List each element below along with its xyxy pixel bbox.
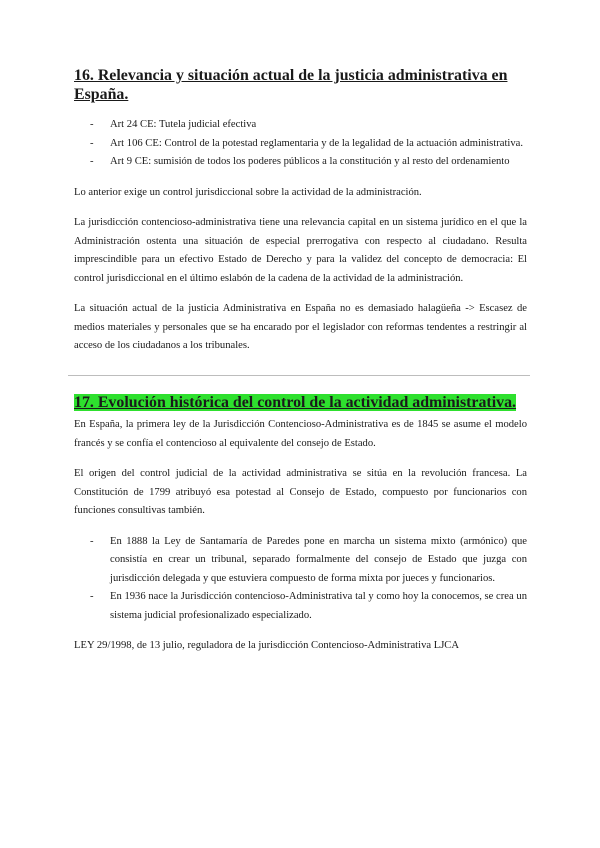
paragraph: El origen del control judicial de la actividad administrativa se sitúa en la revolución francesa. La Constitución de 1799 atribuyó esa potestad al Consejo de Estado, compuesto por funcionarios con funciones consultivas también. bbox=[74, 468, 527, 516]
list-item: - En 1888 la Ley de Santamaría de Paredes pone en marcha un sistema mixto (armónico) que consistía en crear un tribunal, separado formalmente del consejo de Estado que juzga con jurisdicción delegada y que estuviera compuesto de forma mixta por jueces y funcionarios. bbox=[110, 533, 527, 589]
document-page bbox=[74, 67, 527, 656]
section-17-heading bbox=[74, 394, 527, 413]
list-item: - Art 24 CE: Tutela judicial efectiva bbox=[110, 116, 527, 135]
list-item: - Art 9 CE: sumisión de todos los poderes públicos a la constitución y al resto del ordenamiento bbox=[110, 153, 527, 172]
paragraph: La situación actual de la justicia Administrativa en España no es demasiado halagüeña -> Escasez de medios materiales y personales que se ha encarado por el legislador con reformas tendentes a restringir al acceso de los ciudadanos a los tribunales. bbox=[74, 303, 527, 351]
list-item: - Art 106 CE: Control de la potestad reglamentaria y de la legalidad de la actuación administrativa. bbox=[110, 135, 527, 154]
section-16-bullet-list bbox=[74, 116, 527, 172]
closing-reference: LEY 29/1998, de 13 julio, reguladora de la jurisdicción Contencioso-Administrativa LJCA bbox=[74, 640, 460, 651]
paragraph: En España, la primera ley de la Jurisdicción Contencioso-Administrativa es de 1845 se asume el modelo francés y se confía el contencioso al equivalente del consejo de Estado. bbox=[74, 419, 527, 449]
paragraph: La jurisdicción contencioso-administrativa tiene una relevancia capital en un sistema jurídico en el que la Administración ostenta una situación de especial prerrogativa con respecto al ciudadano. Resulta imprescindible para un efectivo Estado de Derecho y para la validez del concepto de democracia: El control jurisdiccional en el último eslabón de la cadena de la actividad de la administración. bbox=[74, 217, 527, 284]
section-16-heading-text: 16. Relevancia y situación actual de la justicia administrativa en España. bbox=[74, 67, 508, 103]
section-17-bullet-list bbox=[74, 533, 527, 626]
paragraph: Lo anterior exige un control jurisdiccional sobre la actividad de la administración. bbox=[74, 186, 422, 198]
section-16-heading bbox=[74, 67, 527, 104]
section-divider bbox=[68, 375, 530, 376]
section-17-heading-text: 17. Evolución histórica del control de la actividad administrativa. bbox=[74, 393, 517, 411]
list-item: - En 1936 nace la Jurisdicción contencioso-Administrativa tal y como hoy la conocemos, se crea un sistema judicial profesionalizado especializado. bbox=[110, 588, 527, 625]
